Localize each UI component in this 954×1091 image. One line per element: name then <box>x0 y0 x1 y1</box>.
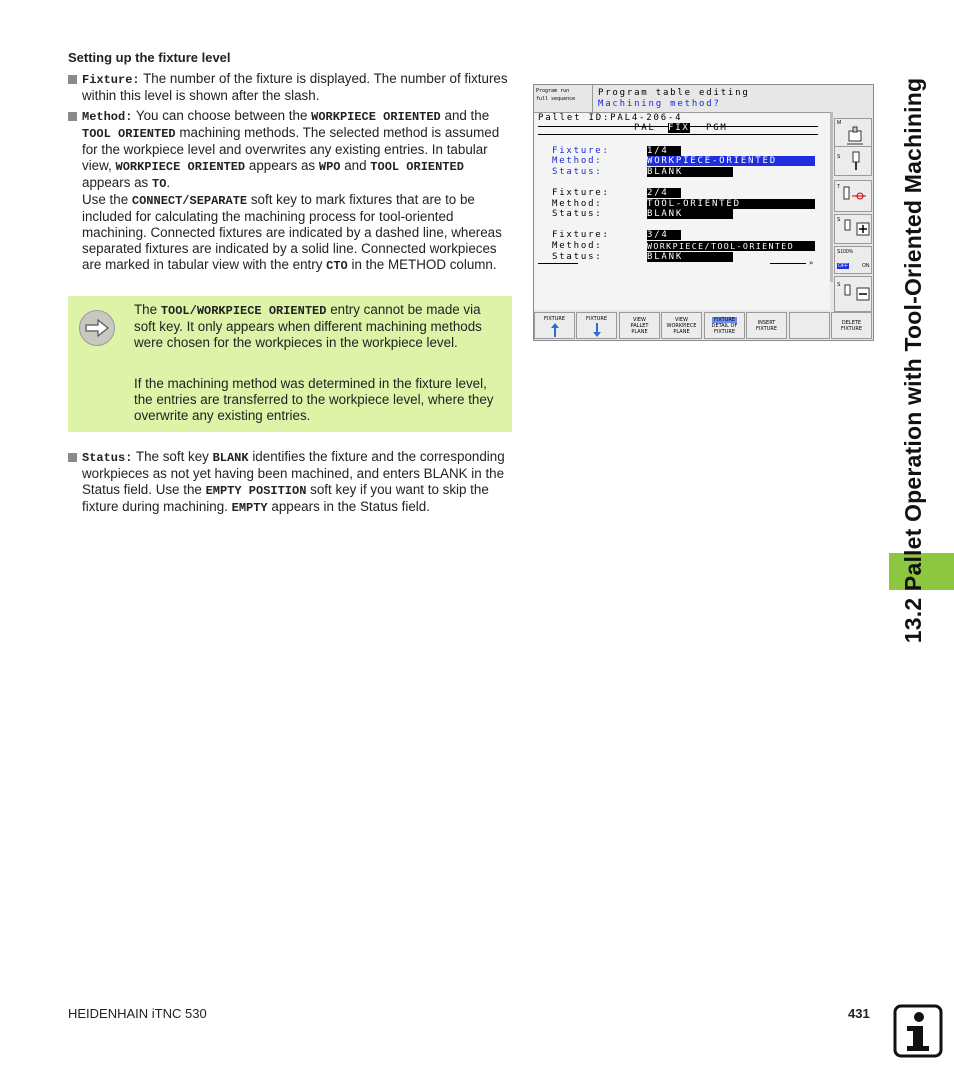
chapter-title-text: 13.2 Pallet Operation with Tool-Oriented Machining <box>900 77 927 643</box>
method-text: appears as <box>248 158 316 173</box>
screen-title-2: Machining method? <box>598 99 721 109</box>
label-status: Status: <box>552 252 603 262</box>
mode-line-2: full sequence <box>536 96 576 102</box>
vk-label: S <box>837 282 841 288</box>
label-fixture: Fixture: <box>552 188 610 198</box>
fixture-value[interactable]: 3/4 <box>647 230 681 240</box>
softkey-view-workpiece-plane[interactable] <box>661 312 702 339</box>
softkey-label: WORKPIECE <box>666 323 697 329</box>
tab-fix[interactable]: FIX <box>668 123 690 133</box>
vertical-key-s[interactable] <box>834 146 872 176</box>
section-heading: Setting up the fixture level <box>68 50 231 65</box>
keyword: BLANK <box>212 451 249 465</box>
label-method: Method: <box>552 241 603 251</box>
vertical-key-t[interactable] <box>834 180 872 212</box>
keyword: WORKPIECE ORIENTED <box>115 160 246 174</box>
label-fixture: Fixture: <box>552 146 610 156</box>
keyword: WPO <box>318 160 341 174</box>
softkey-label: INSERT <box>757 320 776 326</box>
tab-pal[interactable]: PAL <box>634 123 656 133</box>
method-text: appears as <box>82 175 149 190</box>
fixture-term: Fixture: <box>82 73 140 87</box>
cnc-screen <box>533 84 874 341</box>
fixture-paragraph <box>82 71 512 104</box>
softkey-fixture-down[interactable] <box>576 312 617 339</box>
softkey-label: VIEW <box>633 317 646 323</box>
arrow-up-icon <box>550 322 560 338</box>
vk-label: S <box>837 217 841 223</box>
keyword: TOOL ORIENTED <box>370 160 464 174</box>
keyword: CTO <box>326 259 348 273</box>
chapter-title <box>889 48 939 672</box>
method-text: . <box>166 175 171 190</box>
softkey-label: PLANE <box>673 329 690 335</box>
softkey-label: PLANE <box>631 329 648 335</box>
status-value[interactable]: BLANK <box>647 167 733 177</box>
softkey-insert-fixture[interactable] <box>746 312 787 339</box>
status-text: soft key if you want to skip the fixture during machining. <box>82 482 489 514</box>
method-value[interactable]: WORKPIECE/TOOL-ORIENTED <box>647 241 815 251</box>
minus-icon <box>841 282 871 308</box>
softkey-label: FIXTURE <box>713 317 736 323</box>
status-text: appears in the Status field. <box>271 499 430 514</box>
keyword: CONNECT/SEPARATE <box>131 194 248 208</box>
status-text: identifies the fixture and the corresponding workpieces as not yet having been machined, and enters BLANK in the Status field. Use the <box>82 449 505 497</box>
arrow-down-icon <box>592 322 602 338</box>
softkey-delete-fixture[interactable] <box>831 312 872 339</box>
keyword: WORKPIECE ORIENTED <box>311 110 441 124</box>
label-method: Method: <box>552 199 603 209</box>
tab-pgm[interactable]: PGM <box>706 123 728 133</box>
note-paragraph-2: If the machining method was determined in the fixture level, the entries are transferred to the workpiece level, where they overwrite any existing entries. <box>134 376 494 423</box>
method-value[interactable]: WORKPIECE-ORIENTED <box>647 156 815 166</box>
plus-icon <box>841 217 871 243</box>
vertical-key-spindle-override[interactable] <box>834 246 872 274</box>
screen-title-1: Program table editing <box>598 88 750 98</box>
footer-product: HEIDENHAIN iTNC 530 <box>68 1006 207 1021</box>
method-text: and <box>344 158 367 173</box>
arrow-right-icon <box>79 310 115 346</box>
tool-icon <box>847 150 867 174</box>
scrollbar[interactable] <box>830 112 833 282</box>
note-text: entry cannot be made via soft key. It only appears when different machining methods were chosen for the workpieces in the workpiece level. <box>134 302 482 350</box>
softkey-label: PALLET <box>630 323 649 329</box>
divider <box>770 263 806 264</box>
method-text: You can choose between the <box>135 108 308 123</box>
note-paragraph-1 <box>134 302 504 351</box>
method-text: soft key to mark fixtures that are to be included for calculating the machining process for tool-oriented machining. Connected fixtures are indicated by a dashed line, whereas separated fixtures are indicated by a solid line. Connected workpieces are marked in tabular view with the entry <box>82 192 502 272</box>
status-value[interactable]: BLANK <box>647 252 733 262</box>
method-paragraph <box>82 108 512 274</box>
vertical-key-s-minus[interactable] <box>834 276 872 312</box>
softkey-empty[interactable] <box>789 312 830 339</box>
fixture-text: The number of the fixture is displayed. The number of fixtures within this level is shown after the slash. <box>82 71 508 103</box>
bullet-icon <box>68 453 77 462</box>
label-status: Status: <box>552 209 603 219</box>
keyword: TO <box>152 177 167 191</box>
keyword: EMPTY <box>231 501 268 515</box>
vk-label: M <box>837 120 842 126</box>
bullet-icon <box>68 112 77 121</box>
softkey-label: VIEW <box>675 317 688 323</box>
softkey-label: DELETE <box>841 320 862 326</box>
fixture-value[interactable]: 2/4 <box>647 188 681 198</box>
vertical-key-s-plus[interactable] <box>834 214 872 244</box>
softkey-label: DETAIL OF <box>711 323 738 329</box>
off-toggle[interactable]: OFF <box>838 263 848 269</box>
page-number: 431 <box>848 1006 870 1021</box>
bullet-icon <box>68 75 77 84</box>
vk-label: S100% <box>837 249 854 255</box>
softkey-fixture-up[interactable] <box>534 312 575 339</box>
softkey-label: FIXTURE <box>755 326 778 332</box>
divider <box>538 263 578 264</box>
keyword: TOOL/WORKPIECE ORIENTED <box>160 304 327 318</box>
status-term: Status: <box>82 451 133 465</box>
spindle-icon <box>845 125 865 147</box>
softkey-label: FIXTURE <box>585 316 608 322</box>
scroll-arrow-icon: » <box>809 259 816 267</box>
method-text: in the METHOD column. <box>351 257 497 272</box>
status-paragraph <box>82 449 512 516</box>
keyword: TOOL ORIENTED <box>82 127 176 141</box>
method-value[interactable]: TOOL-ORIENTED <box>647 199 815 209</box>
note-text: The <box>134 302 158 317</box>
softkey-label: FIXTURE <box>543 316 566 322</box>
info-icon <box>893 1004 943 1058</box>
softkey-label: FIXTURE <box>713 329 736 335</box>
method-text: Use the <box>82 192 129 207</box>
softkey-label: FIXTURE <box>840 326 863 332</box>
label-fixture: Fixture: <box>552 230 610 240</box>
method-text: machining methods. The selected method is assumed for the workpiece level and overwrites any existing entries. In tabular view, <box>82 125 500 173</box>
status-text: The soft key <box>135 449 209 464</box>
mode-line-1: Program run <box>536 88 570 94</box>
mode-box <box>534 85 593 113</box>
method-text: and the <box>444 108 490 123</box>
vk-label: S <box>837 154 841 160</box>
softkey-fixture-detail[interactable] <box>704 312 745 339</box>
pallet-id: Pallet ID:PAL4-206-4 <box>538 113 683 123</box>
softkey-view-pallet-plane[interactable] <box>619 312 660 339</box>
on-toggle[interactable]: ON <box>862 263 870 269</box>
method-term: Method: <box>82 110 133 124</box>
tool-change-icon <box>840 184 870 210</box>
divider <box>538 134 818 135</box>
label-status: Status: <box>552 167 603 177</box>
keyword: EMPTY POSITION <box>205 484 307 498</box>
fixture-value[interactable]: 1/4 <box>647 146 681 156</box>
label-method: Method: <box>552 156 603 166</box>
status-value[interactable]: BLANK <box>647 209 733 219</box>
vk-label: T <box>837 184 841 190</box>
